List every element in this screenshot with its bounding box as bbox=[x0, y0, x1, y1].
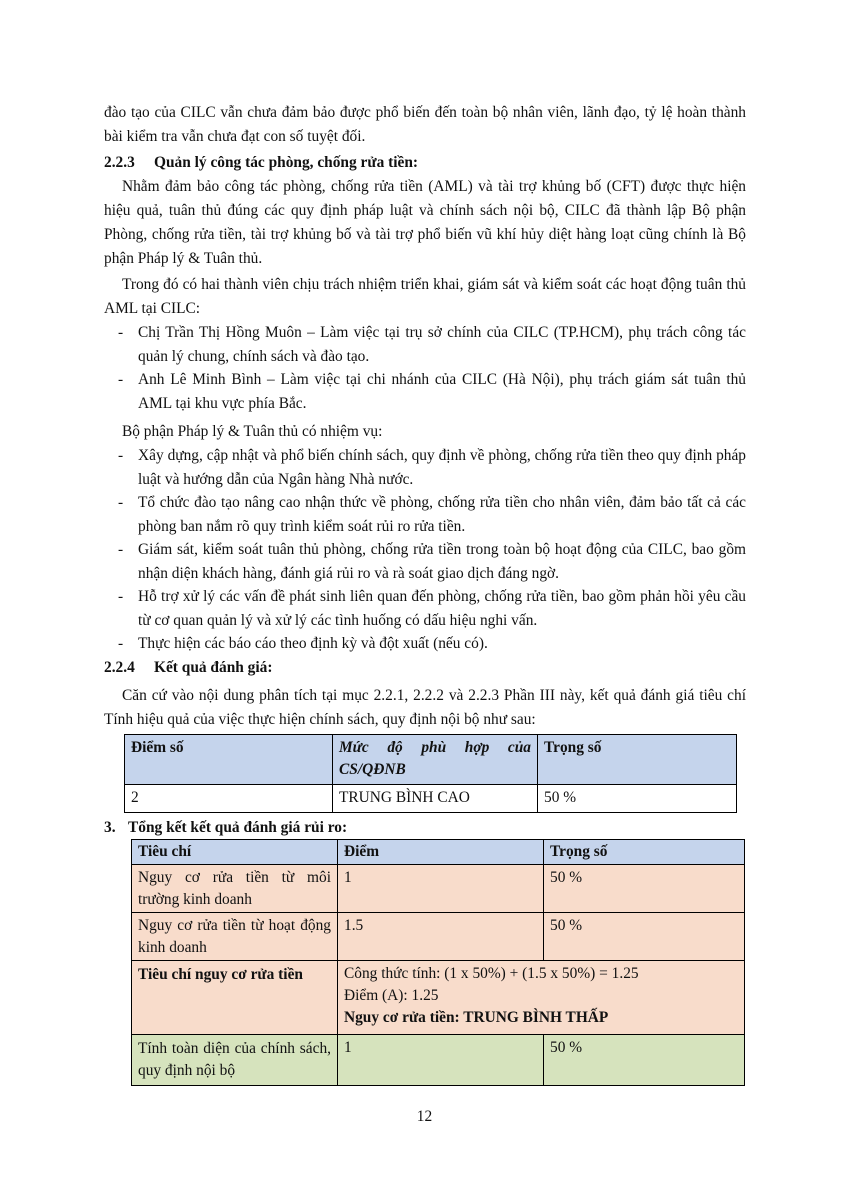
table-row bbox=[132, 912, 745, 960]
document-page bbox=[104, 101, 746, 1086]
section-title: Tổng kết kết quả đánh giá rủi ro: bbox=[128, 818, 348, 836]
intro-paragraph: đào tạo của CILC vẫn chưa đảm bảo được phổ biến đến toàn bộ nhân viên, lãnh đạo, tỷ lệ hoàn thành bài kiểm tra vẫn chưa đạt con số tuyệt đối. bbox=[104, 104, 746, 145]
list-item: - Anh Lê Minh Bình – Làm việc tại chi nhánh của CILC (Hà Nội), phụ trách giám sát tuân thủ AML tại khu vực phía Bắc. bbox=[118, 371, 746, 412]
paragraph-duties-intro: Bộ phận Pháp lý & Tuân thủ có nhiệm vụ: bbox=[122, 423, 383, 440]
list-item: - Hỗ trợ xử lý các vấn đề phát sinh liên quan đến phòng, chống rửa tiền, bao gồm phản hồi yêu cầu từ cơ quan quản lý và xử lý các tình huống có dấu hiệu nghi vấn. bbox=[118, 588, 746, 629]
table-cell: Nguy cơ rửa tiền từ hoạt động kinh doanh bbox=[132, 912, 338, 960]
paragraph-aml-unit: Nhằm đảm bảo công tác phòng, chống rửa tiền (AML) và tài trợ khủng bố (CFT) được thực hiện hiệu quả, tuân thủ đúng các quy định pháp luật và chính sách nội bộ, CILC đã thành lập Bộ phận Phòng, chống rửa tiền, tài trợ khủng bố và tài trợ phổ biến vũ khí hủy diệt hàng loạt cũng chính là Bộ phận Pháp lý & Tuân thủ. bbox=[104, 178, 746, 267]
list-item: - Xây dựng, cập nhật và phổ biến chính sách, quy định về phòng, chống rửa tiền theo quy định pháp luật và hướng dẫn của Ngân hàng Nhà nước. bbox=[118, 447, 746, 488]
section-2-2-4-heading bbox=[104, 656, 746, 680]
section-number: 2.2.3 bbox=[104, 154, 135, 171]
list-item: - Giám sát, kiểm soát tuân thủ phòng, chống rửa tiền trong toàn bộ hoạt động của CILC, bao gồm nhận diện khách hàng, đánh giá rủi ro và rà soát giao dịch đáng ngờ. bbox=[118, 541, 746, 582]
table-cell: 50 % bbox=[538, 784, 737, 812]
table-cell: Tiêu chí nguy cơ rửa tiền bbox=[132, 960, 338, 1034]
paragraph-evaluation: Căn cứ vào nội dung phân tích tại mục 2.2.1, 2.2.2 và 2.2.3 Phần III này, kết quả đánh giá tiêu chí Tính hiệu quả của việc thực hiện chính sách, quy định nội bộ như sau: bbox=[104, 686, 746, 728]
paragraph-members-intro: Trong đó có hai thành viên chịu trách nhiệm triển khai, giám sát và kiểm soát các hoạt động tuân thủ AML tại CILC: bbox=[104, 276, 746, 317]
table-header-row bbox=[132, 839, 745, 864]
section-number: 2.2.4 bbox=[104, 658, 135, 676]
list-item: - Chị Trần Thị Hồng Muôn – Làm việc tại trụ sở chính của CILC (TP.HCM), phụ trách công tác quản lý chung, chính sách và đào tạo. bbox=[118, 324, 746, 365]
table-header-cell: Trọng số bbox=[538, 734, 737, 784]
formula-line: Công thức tính: (1 x 50%) + (1.5 x 50%) = 1.25 bbox=[344, 964, 639, 982]
table-cell: 50 % bbox=[544, 1034, 745, 1085]
table-header-cell: Điểm bbox=[338, 839, 544, 864]
table-cell-formula bbox=[338, 960, 745, 1034]
table-header-cell: Mức độ phù hợp của CS/QĐNB bbox=[333, 734, 538, 784]
table-row bbox=[125, 784, 737, 812]
section-number: 3. bbox=[104, 818, 116, 836]
list-item: - Tổ chức đào tạo nâng cao nhận thức về phòng, chống rửa tiền cho nhân viên, đảm bảo tất cả các phòng ban nắm rõ quy trình kiểm soát rủi ro rửa tiền. bbox=[118, 494, 746, 535]
section-title: Kết quả đánh giá: bbox=[154, 658, 273, 676]
risk-level-line: Nguy cơ rửa tiền: TRUNG BÌNH THẤP bbox=[344, 1008, 609, 1026]
page-number: 12 bbox=[416, 1108, 433, 1125]
section-title: Quản lý công tác phòng, chống rửa tiền: bbox=[154, 154, 419, 171]
table-header-cell: Tiêu chí bbox=[132, 839, 338, 864]
table-cell: 50 % bbox=[544, 912, 745, 960]
score-line: Điểm (A): 1.25 bbox=[344, 986, 439, 1004]
table-header-cell: Trọng số bbox=[544, 839, 745, 864]
table-cell: Nguy cơ rửa tiền từ môi trường kinh doanh bbox=[132, 864, 338, 912]
table-cell: 1.5 bbox=[338, 912, 544, 960]
table-header-cell: Điểm số bbox=[125, 734, 333, 784]
evaluation-table bbox=[124, 734, 737, 813]
table-header-row bbox=[125, 734, 737, 784]
risk-summary-table bbox=[131, 839, 745, 1086]
section-2-2-3-heading bbox=[104, 151, 746, 175]
table-cell: 1 bbox=[338, 1034, 544, 1085]
table-cell: 1 bbox=[338, 864, 544, 912]
table-row-summary bbox=[132, 960, 745, 1034]
table-row bbox=[132, 864, 745, 912]
table-row bbox=[132, 1034, 745, 1085]
table-cell: Tính toàn diện của chính sách, quy định nội bộ bbox=[132, 1034, 338, 1085]
table-cell: 50 % bbox=[544, 864, 745, 912]
list-item: - Thực hiện các báo cáo theo định kỳ và đột xuất (nếu có). bbox=[118, 635, 488, 652]
table-cell: TRUNG BÌNH CAO bbox=[333, 784, 538, 812]
table-cell: 2 bbox=[125, 784, 333, 812]
section-3-heading bbox=[104, 817, 746, 839]
